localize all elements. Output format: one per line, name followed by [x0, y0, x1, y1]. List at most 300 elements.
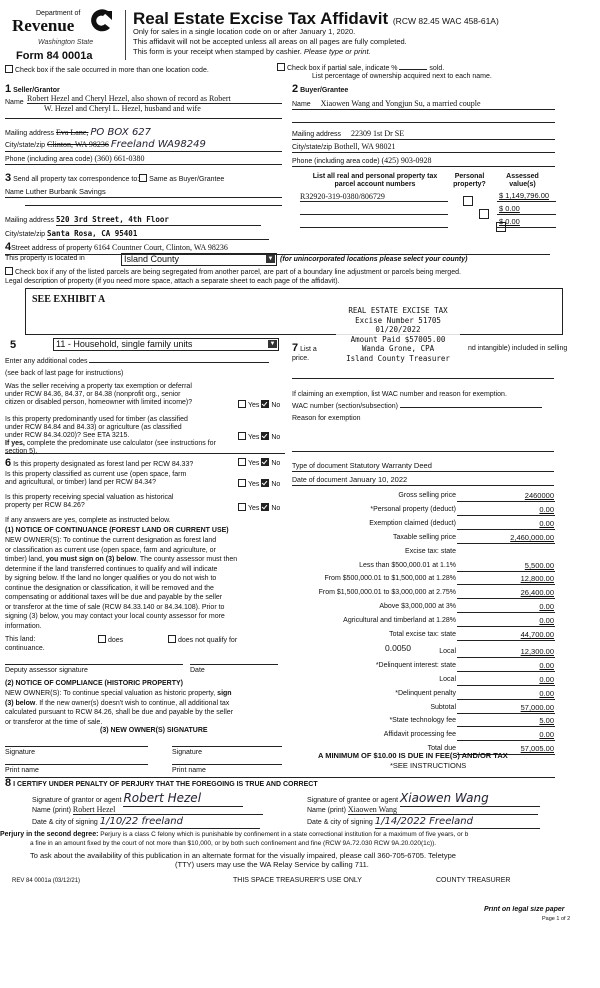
additional-codes-row[interactable] [5, 358, 269, 366]
notice-line: continue the designation or classification, it will be removed and the [5, 584, 214, 592]
assessed-col-header-2: value(s) [509, 181, 536, 189]
certify-text: I CERTIFY UNDER PENALTY OF PERJURY THAT THE FOREGOING IS TRUE AND CORRECT [13, 781, 318, 788]
buyer-name-row[interactable] [292, 99, 555, 110]
historical-yes-no[interactable] [238, 503, 280, 513]
section-7-text-a: List a [300, 346, 317, 353]
no-checkbox[interactable] [261, 432, 269, 440]
new-owner-print-line-1[interactable] [5, 764, 148, 765]
form-number: Form 84 0001a [16, 50, 93, 62]
no-checkbox[interactable] [261, 479, 269, 487]
financial-row[interactable] [300, 729, 560, 742]
additional-codes-field[interactable] [89, 362, 269, 363]
seller-name-label: Name [5, 99, 24, 106]
yes-checkbox[interactable] [238, 503, 246, 511]
section-number: 4 [5, 241, 12, 253]
reason-line[interactable] [292, 451, 554, 452]
financial-row-line [457, 685, 555, 686]
logo-icon [88, 8, 114, 34]
notice-line: calculated pursuant to RCW 84.26, shall be due and payable by the seller [5, 709, 234, 716]
section-number: 1 [5, 83, 12, 95]
grantee-date-value: 1/14/2022 Freeland [375, 816, 540, 829]
financial-row[interactable] [300, 674, 560, 687]
financial-row-value[interactable]: 26,400.00 [520, 588, 554, 598]
washington-state-label: Washington State [38, 39, 94, 46]
no-checkbox[interactable] [261, 458, 269, 466]
perjury-bold: Perjury in the second degree: [0, 831, 99, 838]
revenue-logo-text: Revenue [12, 16, 75, 35]
deputy-signature-label: Deputy assessor signature [5, 667, 88, 674]
legal-description-box[interactable] [25, 288, 563, 335]
chevron-down-icon[interactable]: ▼ [269, 341, 276, 347]
financial-row-value[interactable]: 57,000.00 [520, 702, 554, 712]
personal-col-header-2: property? [453, 181, 486, 189]
seller-name-line2[interactable]: W. Hezel and Cheryl L. Hezel, husband and wife [44, 104, 201, 113]
financial-row[interactable] [300, 587, 560, 600]
new-owner-signature-line-2[interactable] [172, 746, 282, 747]
financial-row-line [457, 584, 555, 585]
forest-question [5, 457, 193, 470]
section-number: 6 [5, 457, 12, 469]
buyer-phone-row[interactable] [292, 156, 555, 167]
wac-field[interactable] [400, 407, 542, 408]
financial-row-label: Affidavit processing fee [383, 731, 456, 739]
located-in-label: This property is located in [5, 255, 85, 262]
financial-row-label: Subtotal [430, 703, 456, 711]
print-name-label: Print name [172, 767, 206, 774]
financial-row[interactable] [300, 601, 560, 614]
notice-seg: timber) land, [5, 556, 44, 563]
seller-mailing-handwritten: PO BOX 627 [90, 127, 152, 138]
seller-phone-value: (360) 661-0380 [94, 154, 145, 163]
financial-row-label: Local [439, 675, 456, 683]
page-number: Page 1 of 2 [542, 916, 571, 922]
financial-row-value[interactable]: 0.00 [539, 688, 554, 698]
buyer-mailing-row[interactable] [292, 129, 555, 140]
no-checkbox[interactable] [261, 503, 269, 511]
multi-location-checkbox[interactable] [5, 65, 13, 73]
section-divider [5, 453, 285, 454]
financial-row[interactable] [300, 629, 560, 642]
buyer-phone-label: Phone (including area code) [292, 158, 380, 165]
personal-col-header [447, 173, 492, 189]
financial-row-value[interactable]: 0.00 [539, 518, 554, 528]
financial-row-line [457, 501, 555, 502]
revision-code: REV 84 0001a (03/12/21) [12, 878, 81, 884]
financial-row-value[interactable]: 0.00 [539, 602, 554, 612]
current-use-question [5, 471, 186, 487]
yes-checkbox[interactable] [238, 458, 246, 466]
notice-bold: sign [217, 690, 232, 697]
financial-row-value[interactable]: 0.00 [539, 730, 554, 740]
grantor-date-label: Date & city of signing [32, 819, 98, 826]
accessibility-note-2: (TTY) users may use the WA Relay Service by calling 711. [175, 860, 369, 869]
financial-row-label: Exemption claimed (deduct) [369, 519, 456, 527]
financial-row-line [457, 515, 555, 516]
financial-row-value[interactable]: 5,500.00 [524, 560, 554, 570]
correspondence-mailing-value: 520 3rd Street, 4th Floor [56, 216, 261, 226]
correspondence-name-row[interactable] [5, 188, 282, 198]
stamp-line: 01/20/2022 [375, 325, 421, 334]
does-checkbox-row[interactable] [98, 635, 123, 645]
assessed-value-field[interactable]: $ 0.00 [497, 205, 556, 215]
financial-row-line [457, 740, 555, 741]
financial-row-line [457, 598, 555, 599]
financial-row[interactable] [300, 715, 560, 728]
seller-city-label: City/state/zip [5, 142, 46, 149]
parcel-number-field[interactable]: R32920-319-0380/806729 [300, 192, 448, 202]
dept-of-label: Department of [36, 10, 81, 17]
correspondence-heading [5, 172, 224, 185]
county-select[interactable] [121, 253, 277, 266]
notice-line: determine if the land transferred continues to qualify and will indicate [5, 565, 218, 573]
street-address-row[interactable] [5, 241, 550, 255]
grantee-name-row[interactable] [307, 805, 538, 815]
same-as-buyer-checkbox[interactable] [139, 174, 147, 182]
perjury-text-2: a fine in an amount fixed by the court of not more than $10,000, or by both such confinement and fine (RCW 9A.72.030 RCW 9A.20.020(1c)). [30, 840, 437, 847]
deputy-date-line[interactable] [190, 664, 278, 665]
buyer-heading-text: Buyer/Grantee [300, 87, 349, 94]
financial-row-value[interactable]: 0.00 [539, 504, 554, 514]
no-label: No [271, 460, 281, 467]
segregated-checkbox[interactable] [5, 267, 13, 275]
parcel-col-header [300, 173, 450, 189]
seller-city-struck: Clinton, WA 98236 [47, 140, 109, 149]
q-line [5, 440, 216, 448]
deputy-date-label: Date [190, 667, 205, 674]
if-any-yes-note: If any answers are yes, complete as instructed below. [5, 517, 171, 524]
no-label: No [271, 402, 281, 409]
no-label: No [271, 505, 281, 512]
title-citation: (RCW 82.45 WAC 458-61A) [392, 16, 499, 26]
grantor-name-value: Robert Hezel [73, 805, 263, 815]
notice-line: information. [5, 622, 42, 630]
financial-row-label: Excise tax: state [405, 547, 456, 555]
parcel-number-field[interactable] [300, 218, 448, 228]
section-number: 2 [292, 83, 299, 95]
seller-heading-text: Seller/Grantor [13, 87, 60, 94]
partial-sold-label: sold. [429, 65, 445, 72]
seller-mailing-label: Mailing address [5, 130, 55, 137]
financial-row[interactable] [300, 560, 560, 573]
print-legal-note: Print on legal size paper [484, 906, 565, 913]
notice-line: or transferor at the time of sale (RCW 84.33.140 or 84.34.108). Prior to [5, 603, 225, 611]
notice-2-text [5, 689, 233, 727]
financial-row-value[interactable]: 2,460,000.00 [510, 532, 554, 542]
grantor-name-label: Name (print) [32, 807, 71, 814]
personal-property-checkbox[interactable] [463, 196, 473, 206]
page-title [133, 9, 499, 29]
correspondence-name-value: Luther Burbank Savings [25, 187, 106, 196]
assessed-value-field[interactable]: $ 0.00 [497, 218, 556, 228]
personal-property-line[interactable] [292, 378, 554, 379]
notice-line [5, 555, 237, 565]
financial-row-label: *Delinquent penalty [395, 689, 456, 697]
doc-type-value: Statutory Warranty Deed [349, 461, 432, 470]
financial-row-line [457, 726, 555, 727]
financial-row-label: Gross selling price [398, 492, 456, 499]
financial-row-value[interactable]: 12,300.00 [520, 646, 554, 656]
no-label: No [271, 481, 281, 488]
notice-bold: (3) below [5, 699, 36, 707]
doc-type-row[interactable] [292, 462, 554, 472]
legal-description-label: Legal description of property (if you need more space, attach a separate sheet to each page of the affidavit). [5, 278, 340, 285]
seller-mailing-struck: Eva Lane, [55, 128, 89, 137]
financial-row-value[interactable]: 44,700.00 [520, 630, 554, 639]
current-use-yes-no[interactable] [238, 479, 280, 489]
does-label: does [108, 637, 124, 644]
new-owner-print-line-2[interactable] [172, 764, 282, 765]
financial-row[interactable] [300, 702, 560, 715]
buyer-name-label: Name [292, 101, 311, 108]
buyer-name-value: Xiaowen Wang and Yongjun Su, a married couple [320, 99, 481, 108]
segregated-checkbox-row[interactable] [5, 267, 461, 277]
correspondence-name-label: Name [5, 189, 24, 196]
q-line: under RCW 84.34.020)? See ETA 3215. [5, 432, 130, 440]
partial-sale-checkbox[interactable] [277, 63, 285, 71]
buyer-mailing-value: 22309 1st Dr SE [350, 129, 405, 138]
additional-codes-label: Enter any additional codes [5, 358, 88, 365]
grantor-signature: Robert Hezel [123, 792, 243, 807]
header-divider [125, 10, 126, 60]
deputy-signature-line[interactable] [5, 664, 183, 665]
q-line: and agricultural, or timber) land per RCW 84.34? [5, 479, 156, 487]
parcel-col-header-1: List all real and personal property tax [312, 173, 438, 180]
financial-row-line [457, 529, 555, 530]
yes-checkbox[interactable] [238, 400, 246, 408]
financial-row[interactable] [300, 518, 560, 531]
notice-line: or transferor at the time of sale. [5, 718, 103, 726]
buyer-heading [292, 83, 348, 96]
stamp-line: REAL ESTATE EXCISE TAX [348, 306, 448, 315]
grantee-date-row[interactable] [307, 816, 540, 829]
seller-phone-row[interactable] [5, 154, 282, 165]
doc-date-row[interactable] [292, 476, 554, 486]
q-line: Is this property receiving special valuation as historical [5, 494, 174, 501]
no-label: No [271, 434, 281, 441]
treasurer-use-label: THIS SPACE TREASURER'S USE ONLY [233, 877, 362, 884]
financial-row-line [457, 713, 555, 714]
financial-row-value[interactable]: 12,800.00 [520, 574, 554, 584]
q-line: under RCW 84.36, 84.37, or 84.38 (nonprofit org., senior [5, 391, 181, 399]
signature-label: Signature [172, 749, 202, 756]
timber-yes-no[interactable] [238, 432, 280, 442]
street-address-value: 6164 Countner Court, Clinton, WA 98236 [94, 243, 228, 252]
accessibility-note-1: To ask about the availability of this publication in an alternate format for the visually impaired, please call 360-705-6705. Teletype [30, 851, 456, 860]
financial-row-line [457, 543, 555, 544]
financial-row[interactable] [300, 504, 560, 517]
financial-row-label: Agricultural and timberland at 1.28% [343, 617, 456, 625]
perjury-note [0, 831, 468, 839]
parcel-number-field[interactable] [300, 205, 448, 215]
financial-row-label: *Personal property (deduct) [370, 505, 456, 513]
parcel-col-header-2: parcel account numbers [334, 181, 416, 189]
exemption-question [5, 383, 192, 407]
does-not-checkbox-row[interactable] [168, 635, 237, 645]
wac-row[interactable] [292, 403, 542, 411]
seller-mailing-row[interactable] [5, 127, 151, 139]
section-7-text-b: nd intangible) included in selling [468, 345, 568, 352]
correspondence-city-label: City/state/zip [5, 231, 46, 238]
header-line-3-italic: Please type or print. [303, 47, 371, 56]
financial-row-label: *State technology fee [389, 717, 456, 725]
q-line: section 5). [5, 448, 38, 456]
header-line-1: Only for sales in a single location code on or after January 1, 2020. [133, 27, 356, 36]
doc-date-value: January 10, 2022 [349, 475, 408, 484]
section-7-price: price. [292, 355, 310, 362]
stamp-line: Wanda Grone, CPA [361, 344, 435, 353]
notice-2-title: (2) NOTICE OF COMPLIANCE (HISTORIC PROPERTY) [5, 680, 183, 687]
partial-percent-field[interactable] [399, 69, 427, 70]
financial-row[interactable] [300, 688, 560, 701]
notice-line: NEW OWNER(S): To continue the current designation as forest land [5, 537, 217, 544]
no-checkbox[interactable] [261, 400, 269, 408]
grantee-date-label: Date & city of signing [307, 819, 373, 826]
print-name-label: Print name [5, 767, 39, 774]
financial-row-label: Total excise tax: state [389, 631, 456, 638]
financial-row[interactable] [300, 615, 560, 628]
reason-label: Reason for exemption [292, 415, 361, 422]
does-not-checkbox[interactable] [168, 635, 176, 643]
yes-checkbox[interactable] [238, 479, 246, 487]
yes-label: Yes [248, 460, 260, 467]
q-line: under RCW 84.84 and 84.33) or agriculture (as classified [5, 424, 182, 432]
seller-phone-label: Phone (including area code) [5, 156, 93, 163]
multi-location-checkbox-row[interactable] [5, 65, 209, 75]
assessed-value-field[interactable]: $ 1,149,796.00 [497, 192, 556, 202]
financial-row-label: Less than $500,000.01 at 1.1% [359, 561, 456, 569]
notice-1-title: (1) NOTICE OF CONTINUANCE (FOREST LAND OR CURRENT USE) [5, 527, 229, 534]
notice-seg: NEW OWNER(S): To continue special valuation as historic property, [5, 690, 216, 697]
financial-row-value[interactable]: 0.00 [539, 660, 554, 670]
section-number: 7 [292, 342, 299, 354]
financial-row[interactable] [300, 573, 560, 586]
yes-label: Yes [248, 505, 260, 512]
county-select-value: Island County [124, 254, 180, 264]
chevron-down-icon[interactable]: ▼ [267, 256, 274, 262]
financial-row-label: From $500,000.01 to $1,500,000 at 1.28% [324, 575, 456, 583]
notice-line: compensating or additional taxes will be due and payable by the seller [5, 594, 223, 601]
buyer-name-rule [292, 122, 555, 123]
exemption-yes-no[interactable] [238, 400, 280, 410]
does-checkbox[interactable] [98, 635, 106, 643]
assessed-col-header [495, 173, 550, 189]
financial-row-value[interactable]: 0.00 [539, 616, 554, 626]
notice-bold: you must sign on (3) below [45, 556, 137, 563]
financial-row-line [457, 671, 555, 672]
financial-row-label: From $1,500,000.01 to $3,000,000 at 2.75% [318, 589, 456, 597]
yes-checkbox[interactable] [238, 432, 246, 440]
correspondence-city-value: Santa Rosa, CA 95401 [47, 230, 269, 240]
financial-row[interactable] [300, 660, 560, 673]
this-land-label: This land: [5, 636, 36, 643]
correspondence-mailing-row[interactable] [5, 216, 261, 226]
financial-row[interactable] [300, 490, 560, 503]
personal-property-checkbox[interactable] [479, 209, 489, 219]
grantee-name-label: Name (print) [307, 807, 346, 814]
header-line-3 [133, 48, 371, 57]
yes-label: Yes [248, 402, 260, 409]
forest-question-text: Is this property designated as forest land per RCW 84.33? [13, 461, 194, 468]
correspondence-name-rule [25, 205, 282, 206]
financial-row-value[interactable]: 5.00 [539, 716, 554, 726]
grantor-name-row[interactable] [32, 805, 263, 815]
notice-line: signing (3) below, you may contact your local county assessor for more [5, 613, 225, 620]
financial-row-value[interactable]: 0.00 [539, 674, 554, 684]
new-owner-signature-line-1[interactable] [5, 746, 148, 747]
legal-description-value: SEE EXHIBIT A [32, 294, 106, 305]
seller-city-row[interactable] [5, 139, 282, 152]
financial-row-value[interactable]: 57,005.00 [520, 744, 554, 754]
stamp-line: Amount Paid $57005.00 [350, 334, 446, 344]
financial-row-line [457, 612, 555, 613]
stamp-line: Island County Treasurer [346, 353, 450, 363]
use-code-value: 11 - Household, single family units [56, 339, 193, 349]
correspondence-city-row[interactable] [5, 230, 269, 240]
header-line-2: This affidavit will not be accepted unless all areas on all pages are fully completed. [133, 37, 407, 46]
see-instructions-note: *SEE INSTRUCTIONS [390, 761, 467, 770]
financial-row[interactable] [300, 532, 560, 545]
partial-sale-checkbox-row[interactable] [277, 63, 444, 73]
financial-row [300, 546, 560, 559]
grantor-date-row[interactable] [32, 816, 260, 829]
exemption-note: If claiming an exemption, list WAC number and reason for exemption. [292, 391, 507, 398]
financial-row-label: Taxable selling price [392, 533, 456, 541]
notice-1-text [5, 536, 237, 631]
segregated-label: Check box if any of the listed parcels are being segregated from another parcel, are part of a boundary line adjustment or parcels being merged. [15, 269, 461, 276]
forest-yes-no[interactable] [238, 458, 280, 468]
buyer-city-label: City/state/zip [292, 144, 333, 151]
buyer-city-row[interactable] [292, 142, 555, 153]
does-not-label: does not qualify for [178, 637, 238, 644]
grantee-signature: Xiaowen Wang [400, 792, 540, 807]
ownership-note: List percentage of ownership acquired next to each name. [312, 73, 492, 80]
section-number: 3 [5, 172, 12, 184]
notice-3-title: (3) NEW OWNER(S) SIGNATURE [100, 727, 208, 734]
financial-row-line [457, 657, 555, 658]
q-line: Was the seller receiving a property tax exemption or deferral [5, 383, 192, 390]
treasurer-stamp [336, 306, 460, 363]
q-line: property per RCW 84.26? [5, 502, 85, 510]
grantee-name-value: Xiaowen Wang [348, 805, 538, 815]
financial-row-label: *Delinquent interest: state [375, 661, 456, 669]
minimum-due-note: A MINIMUM OF $10.00 IS DUE IN FEE(S) AND/OR TAX [318, 751, 508, 760]
buyer-mailing-label: Mailing address [292, 131, 342, 138]
financial-row-line [457, 640, 555, 641]
if-yes-rest: complete the predominate use calculator (see instructions for [26, 440, 216, 448]
historical-question [5, 494, 173, 510]
section-number: 8 [5, 777, 12, 789]
notice-line: by signing below. If the land no longer qualifies or you do not wish to [5, 575, 217, 582]
seller-name-line1[interactable]: Robert Hezel and Cheryl Hezel, also shown of record as Robert [27, 94, 282, 104]
financial-row-label: Local [439, 647, 456, 655]
financial-row-value[interactable]: 2460000 [524, 491, 554, 500]
grantor-signature-label: Signature of grantor or agent [32, 797, 122, 804]
timber-question [5, 416, 216, 456]
same-as-buyer-label: Same as Buyer/Grantee [149, 176, 225, 183]
correspondence-mailing-label: Mailing address [5, 217, 55, 224]
seller-name-rule [5, 118, 282, 119]
q-line: citizen or disabled person, homeowner with limited income)? [5, 399, 193, 407]
financial-row-line [457, 626, 555, 627]
section-5-number: 5 [10, 339, 17, 351]
use-code-select[interactable] [53, 338, 279, 351]
county-note: (for unincorporated locations please select your county) [280, 256, 468, 263]
signature-label: Signature [5, 749, 35, 756]
stamp-line: Excise Number 51705 [355, 315, 441, 325]
grantee-signature-label: Signature of grantee or agent [307, 797, 399, 804]
q-line: Is this property classified as current use (open space, farm [5, 471, 187, 478]
financial-row[interactable] [300, 643, 560, 659]
